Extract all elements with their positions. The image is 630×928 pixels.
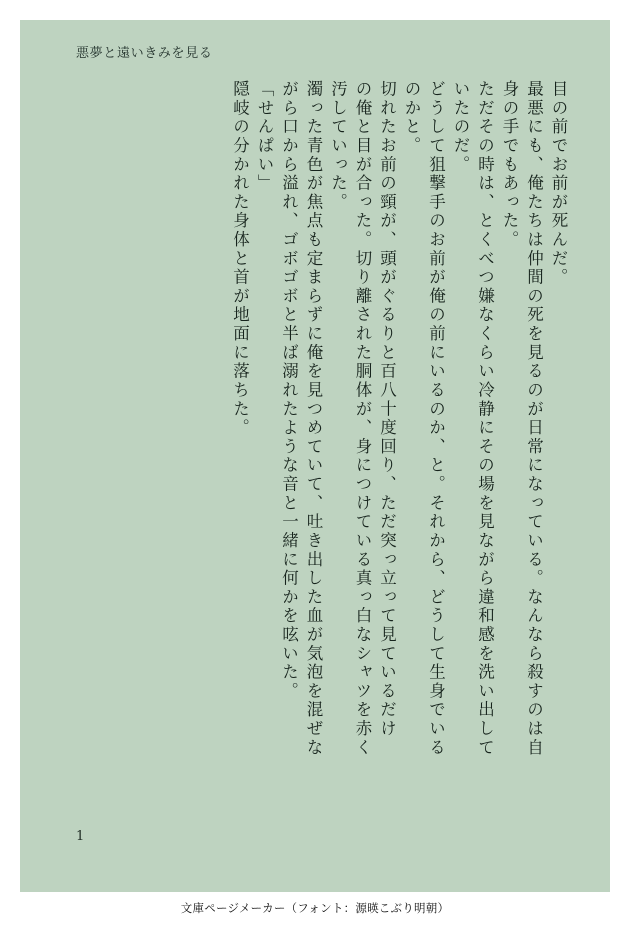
page-number: 1 <box>76 829 85 844</box>
text-column: ただその時は、とくべつ嫌なくらい冷静にその場を見ながら違和感を洗い出して <box>475 80 495 758</box>
text-column: 切れたお前の頸が、頭がぐるりと百八十度回り、ただ突っ立って見ているだけ <box>377 80 397 739</box>
novel-paper <box>20 20 610 892</box>
text-column: 目の前でお前が死んだ。 <box>549 80 568 287</box>
vertical-text-body <box>70 80 570 820</box>
document-title: 悪夢と遠いきみを見る <box>76 46 213 61</box>
text-column: がら口から溢れ、ゴボゴボと半ば溺れたような音と一緒に何かを呟いた。 <box>279 80 299 701</box>
text-column: 最悪にも、俺たちは仲間の死を見るのが日常になっている。なんなら殺すのは自 <box>524 80 544 758</box>
text-column: 濁った青色が焦点も定まらずに俺を見つめていて、吐き出した血が気泡を混ぜな <box>304 80 323 758</box>
text-column: のかと。 <box>402 80 421 156</box>
text-column: 身の手でもあった。 <box>500 80 519 250</box>
text-column: 隠岐の分かれた身体と首が地面に落ちた。 <box>230 80 250 438</box>
text-column: の俺と目が合った。切り離された胴体が、身につけている真っ白なシャツを赤く <box>353 80 372 758</box>
text-column: 「せんぱい」 <box>255 80 274 193</box>
text-column: どうして狙撃手のお前が俺の前にいるのか、と。それから、どうして生身でいる <box>426 80 446 758</box>
text-column: 汚していった。 <box>328 80 348 212</box>
text-column: いたのだ。 <box>451 80 470 175</box>
footer-credit: 文庫ページメーカー（フォント：源暎こぶり明朝） <box>180 901 450 915</box>
